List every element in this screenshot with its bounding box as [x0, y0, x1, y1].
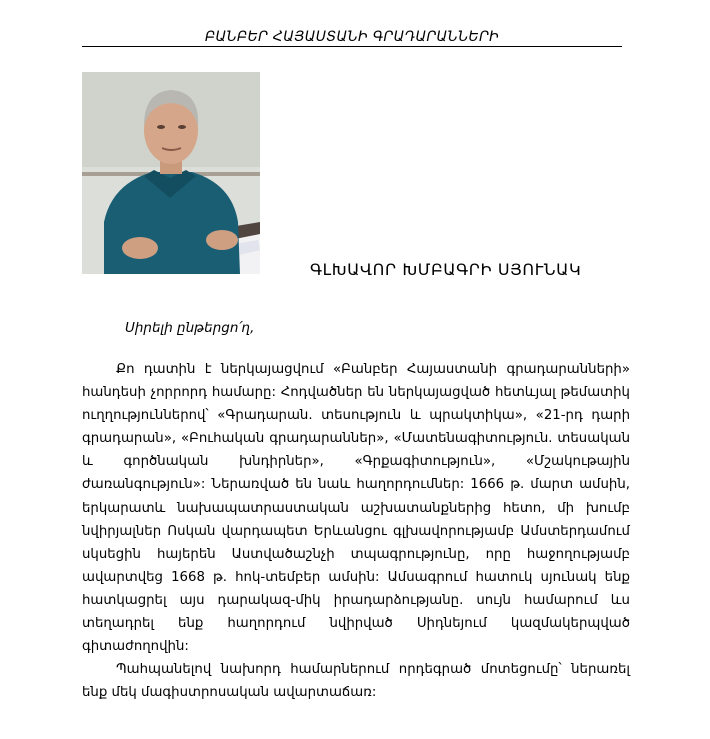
letter-paragraph: Պահպանելով նախորդ համարներում որդեգրած մոտեցումը՝ ներառել ենք մեկ մագիստրոսական ավարտաճառ:: [82, 662, 630, 701]
page-header: [82, 24, 622, 47]
letter-greeting: Սիրելի ընթերցո՛ղ,: [125, 320, 255, 336]
journal-title: ԲԱՆԲԵՐ ՀԱՅԱՍՏԱՆԻ ԳՐԱԴԱՐԱՆՆԵՐԻ: [204, 29, 500, 45]
editor-photo: [82, 72, 260, 274]
letter-paragraph: Քո դատին է ներկայացվում «Բանբեր Հայաստանի գրադարանների» հանդեսի չորրորդ համարը: Հոդվածներ են ներկայացված հետևյալ թեմատիկ ուղղություններով՝ «Գրադարան. տեսություն և պրակտիկա», «21-րդ դարի գրադարան», «Բուհական գրադարաններ», «Մատենագիտություն. տեսական և գործնական խնդիրներ», «Գրքագիտություն», «Մշակութային ժառանգություն»: Ներառված են նաև հաղորդումներ: 1666 թ. մարտ ամսին, երկարատև նախապատրաստական աշխատանքներից հետո, մի խումբ նվիրյալներ Ոսկան վարդապետ Երևանցու գլխավորությամբ Ամստերդամում սկսեցին հայերեն Աստվածաշնչի տպագրությունը, որը հաջողությամբ ավարտվեց 1668 թ. հոկ-տեմբեր ամսին: Ամսագրում հատուկ սյունակ ենք հատկացրել այս դարակազ-միկ իրադարձությանը. սույն համարում ևս տեղադրել ենք հաղորդում նվիրված Սիդնեյում կազմակերպված գիտաժողովին:: [82, 362, 630, 655]
letter-body: [82, 358, 630, 704]
column-title: ԳԼԽԱՎՈՐ ԽՄԲԱԳՐԻ ՍՅՈՒՆԱԿ: [310, 260, 582, 279]
